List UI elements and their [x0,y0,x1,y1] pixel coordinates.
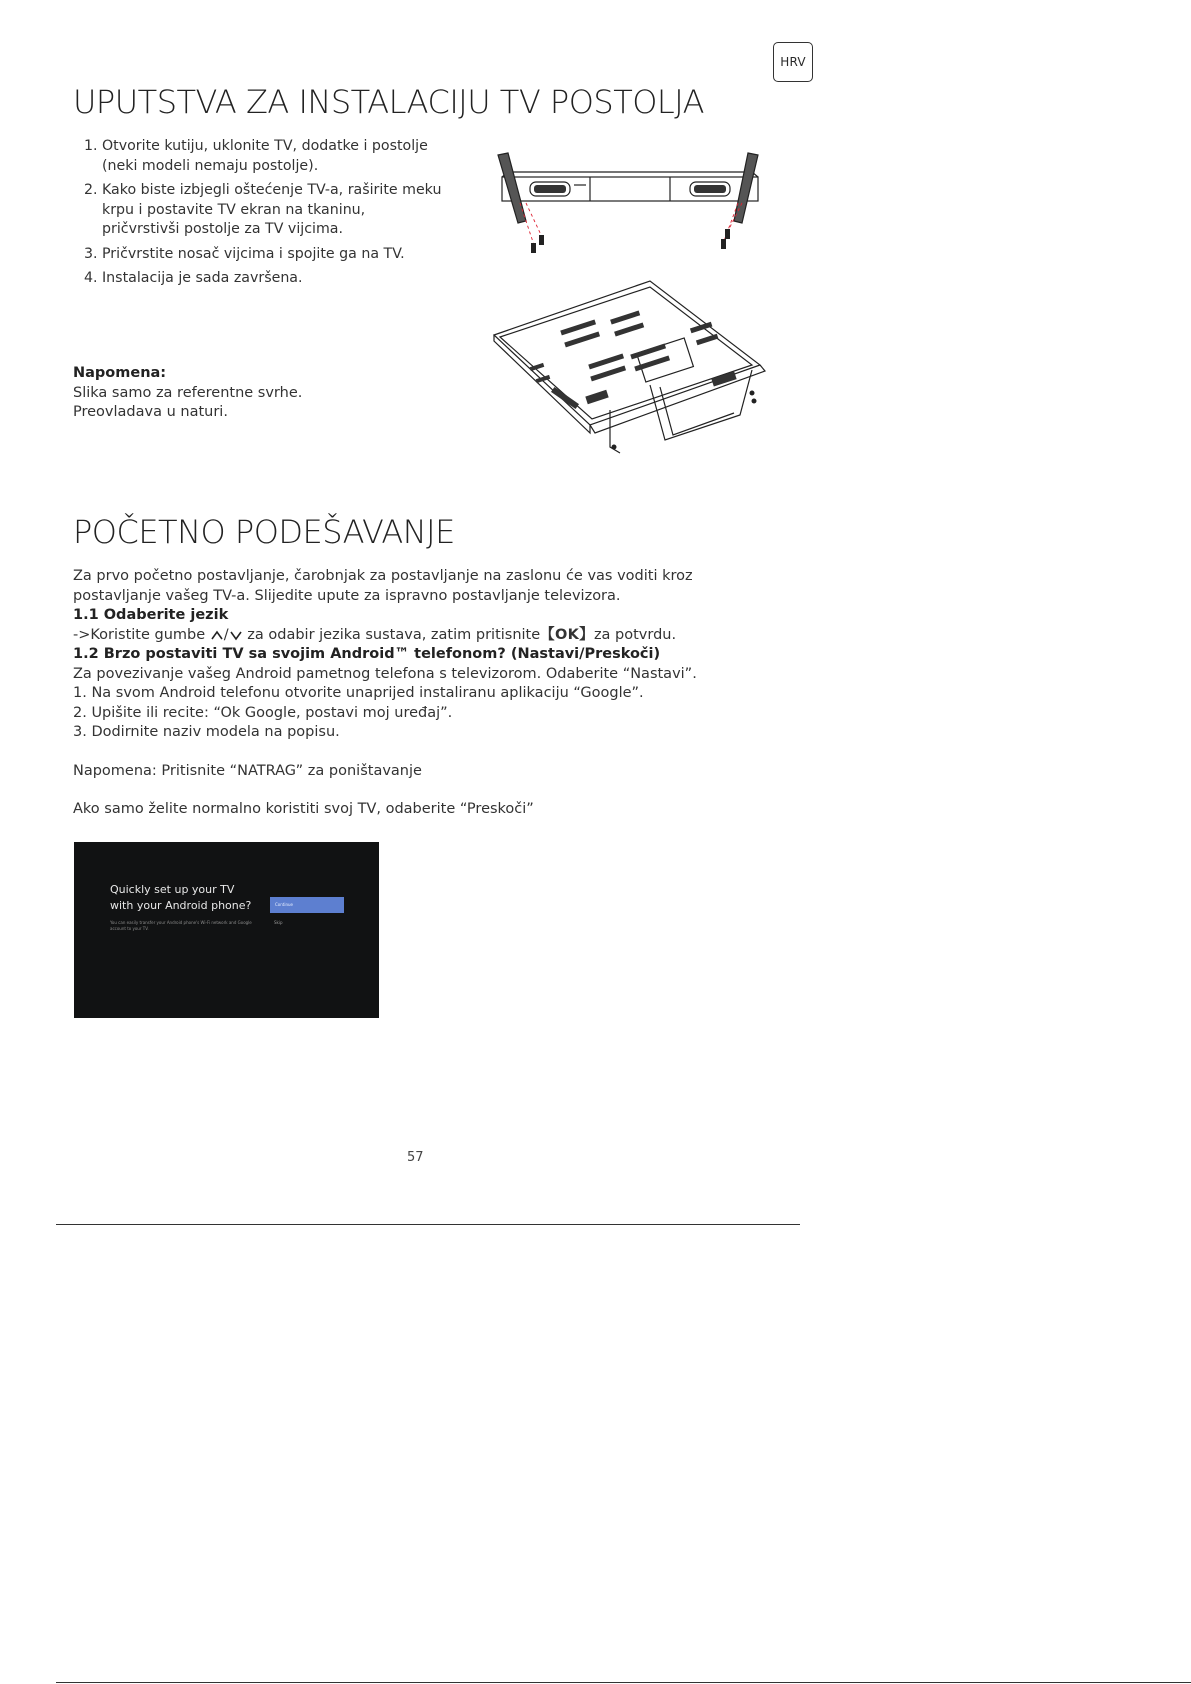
language-instruction [73,626,773,646]
body-line: 2. Upišite ili recite: “Ok Google, postavi moj uređaj”. [73,704,453,721]
note-line: Slika samo za referentne svrhe. [73,384,303,401]
step-item: 2. Kako biste izbjegli oštećenje TV-a, raširite meku krpu i postavite TV ekran na tkaninu, pričvrstivši postolje za TV vijcima. [102,181,442,240]
cancel-note: Napomena: Pritisnite “NATRAG” za poništavanje [73,762,422,779]
note-line: Preovladava u naturi. [73,404,228,420]
section-title-stand-installation: UPUTSTVA ZA INSTALACIJU TV POSTOLJA [73,83,705,121]
page-number: 57 [407,1150,424,1165]
body-line: 3. Dodirnite naziv modela na popisu. [73,724,340,740]
step-item: 4. Instalacija je sada završena. [102,269,442,289]
installation-steps [73,137,442,294]
arrow-up-icon [210,629,224,641]
skip-option: Skip [274,920,283,925]
language-badge: HRV [773,42,813,82]
step-item: 3. Pričvrstite nosač vijcima i spojite ga na TV. [102,245,442,265]
subheading-android-setup: 1.2 Brzo postaviti TV sa svojim Android™ telefonom? (Nastavi/Preskoči) [73,646,661,662]
continue-option: Continue [270,897,344,913]
skip-instruction: Ako samo želite normalno koristiti svoj TV, odaberite “Preskoči” [73,801,534,817]
section-title-initial-setup: POČETNO PODEŠAVANJE [73,513,455,551]
step-item: 1. Otvorite kutiju, uklonite TV, dodatke i postolje (neki modeli nemaju postolje). [102,137,442,176]
body-line: Za povezivanje vašeg Android pametnog telefona s televizorom. Odaberite “Nastavi”. [73,665,697,682]
intro-paragraph: Za prvo početno postavljanje, čarobnjak za postavljanje na zaslonu će vas voditi kroz postavljanje vašeg TV-a. Slijedite upute za ispravno postavljanje televizora. [73,568,693,604]
instruction-text: za odabir jezika sustava, zatim pritisnite [247,626,541,643]
ok-key-label: 【OK】 [540,626,594,643]
divider-line [56,1224,800,1225]
tv-back-with-stand-illustration [490,275,770,455]
initial-setup-body [73,567,773,820]
note-label: Napomena: [73,365,167,381]
instruction-text: za potvrdu. [593,626,677,643]
divider-line [56,1682,1191,1683]
stand-attachment-illustration [490,145,770,265]
tv-screen-title: Quickly set up your TV with your Android phone? [110,883,252,912]
instruction-text: ->Koristite gumbe [73,626,206,643]
arrow-down-icon [229,629,243,641]
reference-note [73,364,302,423]
body-line: 1. Na svom Android telefonu otvorite unaprijed instaliranu aplikaciju “Google”. [73,685,644,701]
separator: / [223,626,229,643]
subheading-select-language: 1.1 Odaberite jezik [73,607,229,623]
tv-screen-description: You can easily transfer your Android phone's Wi-Fi network and Google account to your TV. [110,920,252,931]
tv-setup-screenshot [74,842,379,1018]
